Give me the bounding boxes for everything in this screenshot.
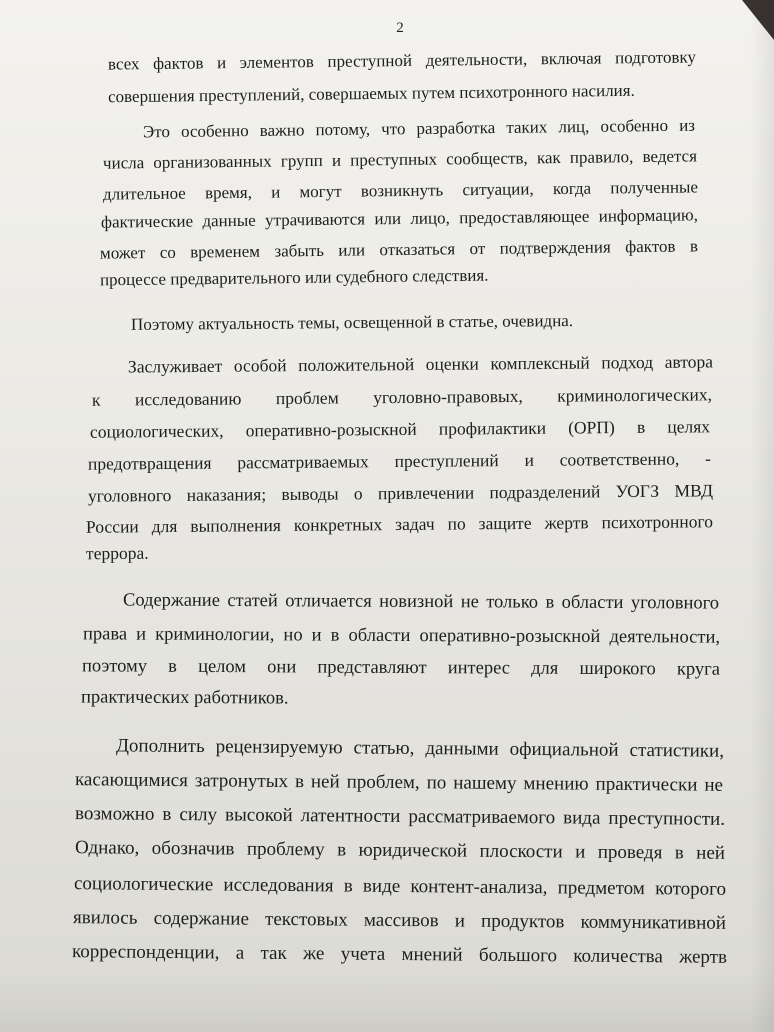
text-line: Дополнить рецензируемую статью, данными официальной статистики, [115,735,725,762]
text-line: поэтому в целом они представляют интерес для широкого круга [81,656,721,680]
page-bottom-shade [0,972,774,1032]
text-line: уголовного наказания; выводы о привлечении подразделений УОГЗ МВД [87,480,714,506]
page-edge-shade [750,0,774,1032]
text-line: практических работников. [80,687,289,709]
text-line: Заслуживает особой положительной оценки комплексный подход автора [127,351,714,377]
text-line: террора. [85,542,149,564]
text-line: Поэтому актуальность темы, освещенной в статье, очевидна. [130,311,574,334]
text-line: процессе предварительного или судебного следствия. [99,265,489,290]
text-line: Это особенно важно потому, что разработка таких лиц, особенно из [142,115,696,142]
text-line: права и криминологии, но и в области оперативно-розыскной деятельности, [82,624,721,648]
text-line: длительное время, и могут возникнуть ситуации, когда полученные [102,177,699,204]
text-line: предотвращения рассматриваемых преступлений и соответственно, - [87,448,712,474]
text-line: корреспонденции, а так же учета мнений большого количества жертв [71,941,728,968]
page-number: 2 [396,20,404,36]
text-line: всех фактов и элементов преступной деятельности, включая подготовку [107,47,697,74]
text-line: касающимися затронутых в ней проблем, по нашему мнению практически не [74,769,724,796]
text-line: может со временем забыть или отказаться от подтверждения фактов в [99,236,699,263]
text-line: совершения преступлений, совершаемых путем психотронного насилия. [107,80,635,107]
text-line: возможно в силу высокой латентности рассматриваемого вида преступности. [74,803,726,830]
text-line: фактические данные утрачиваются или лицо, предоставляющее информацию, [100,205,699,232]
text-line: социологических, оперативно-розыскной профилактики (ОРП) в целях [89,416,711,442]
text-line: России для выполнения конкретных задач по защите жертв психотронного [85,511,714,537]
text-line: числа организованных групп и преступных сообществ, как правило, ведется [102,146,698,173]
text-line: к исследованию проблем уголовно-правовых, криминологических, [91,384,713,410]
text-line: Содержание статей отличается новизной не только в области уголовного [122,590,720,614]
text-line: Однако, обозначив проблему в юридической плоскости и проведя в ней [74,837,726,864]
text-line: социологические исследования в виде контент-анализа, предметом которого [73,873,727,900]
text-line: явилось содержание текстовых массивов и продуктов коммуникативной [72,907,727,934]
